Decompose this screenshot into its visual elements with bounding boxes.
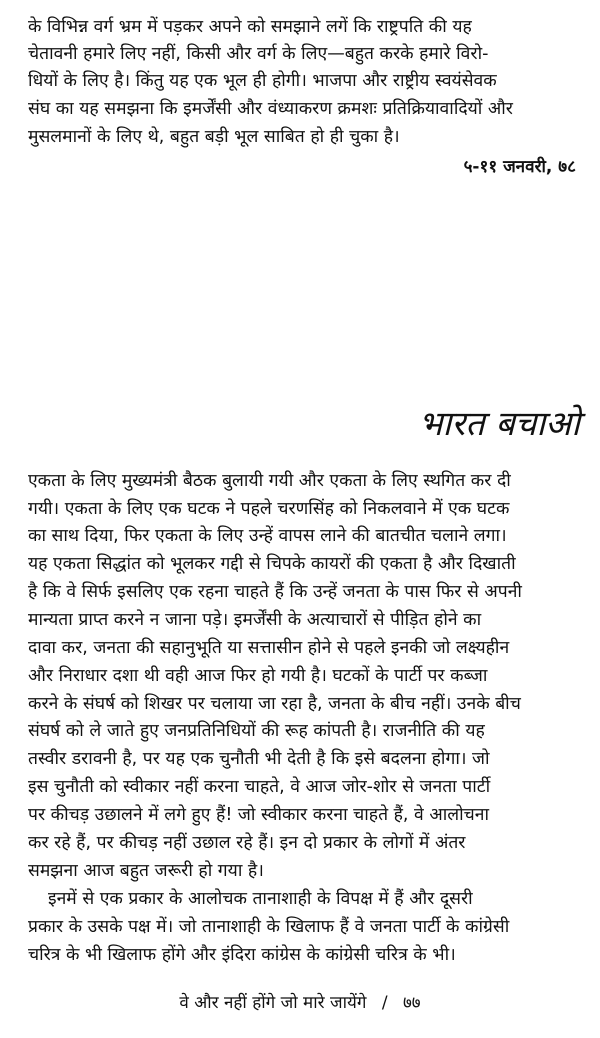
text-line: कर रहे हैं, पर कीचड़ नहीं उछाल रहे हैं। इन दो प्रकार के लोगों में अंतर [28,833,466,853]
text-line: पर कीचड़ उछालने में लगे हुए हैं! जो स्वीकार करना चाहते हैं, वे आलोचना [28,805,489,825]
page-number: ७७ [402,993,421,1013]
text-line: करने के संघर्ष को शिखर पर चलाया जा रहा है, जनता के बीच नहीं। उनके बीच [28,694,521,714]
footer-separator: / [381,993,388,1013]
text-line: इस चुनौती को स्वीकार नहीं करना चाहते, वे आज जोर-शोर से जनता पार्टी [28,777,491,797]
text-line: और निराधार दशा थी वही आज फिर हो गयी है। घटकों के पार्टी पर कब्जा [28,666,488,686]
text-line: समझना आज बहुत जरूरी हो गया है। [28,861,264,881]
text-line: संघ का यह समझना कि इमर्जेंसी और वंध्याकरण क्रमशः प्रतिक्रियावादियों और [28,99,513,119]
text-line: दावा कर, जनता की सहानुभूति या सत्तासीन होने से पहले इनकी जो लक्ष्यहीन [28,638,510,658]
text-line: के विभिन्न वर्ग भ्रम में पड़कर अपने को समझाने लगें कि राष्ट्रपति की यह [28,17,472,37]
text-line: प्रकार के उसके पक्ष में। जो तानाशाही के खिलाफ हैं वे जनता पार्टी के कांग्रेसी [28,917,510,937]
text-line: संघर्ष को ले जाते हुए जनप्रतिनिधियों की रूह कांपती है। राजनीति की यह [28,721,485,741]
text-line: का साथ दिया, फिर एकता के लिए उन्हें वापस लाने की बातचीत चलाने लगा। [28,526,507,546]
section-heading: भारत बचाओ [418,404,580,444]
running-title: वे और नहीं होंगे जो मारे जायेंगे [179,993,367,1013]
text-line: है कि वे सिर्फ इसलिए एक रहना चाहते हैं कि उन्हें जनता के पास फिर से अपनी [28,582,522,602]
text-line: चरित्र के भी खिलाफ होंगे और इंदिरा कांग्रेस के कांग्रेसी चरित्र के भी। [28,945,456,965]
text-line: धियों के लिए है। किंतु यह एक भूल ही होगी। भाजपा और राष्ट्रीय स्वयंसेवक [28,71,497,91]
text-line: इनमें से एक प्रकार के आलोचक तानाशाही के विपक्ष में हैं और दूसरी [48,889,473,909]
text-line: मुसलमानों के लिए थे, बहुत बड़ी भूल साबित हो ही चुका है। [28,127,400,147]
text-line: यह एकता सिद्धांत को भूलकर गद्दी से चिपके कायरों की एकता है और दिखाती [28,554,516,574]
page-footer [0,990,600,1013]
text-line: एकता के लिए मुख्यमंत्री बैठक बुलायी गयी और एकता के लिए स्थगित कर दी [28,471,511,491]
article-date: ५-११ जनवरी, ७८ [463,157,576,177]
text-line: तस्वीर डरावनी है, पर यह एक चुनौती भी देती है कि इसे बदलना होगा। जो [28,749,490,769]
text-line: गयी। एकता के लिए एक घटक ने पहले चरणसिंह को निकलवाने में एक घटक [28,499,510,519]
text-line: चेतावनी हमारे लिए नहीं, किसी और वर्ग के लिए—बहुत करके हमारे विरो- [28,44,489,64]
text-line: मान्यता प्राप्त करने न जाना पड़े। इमर्जेंसी के अत्याचारों से पीड़ित होने का [28,610,482,630]
